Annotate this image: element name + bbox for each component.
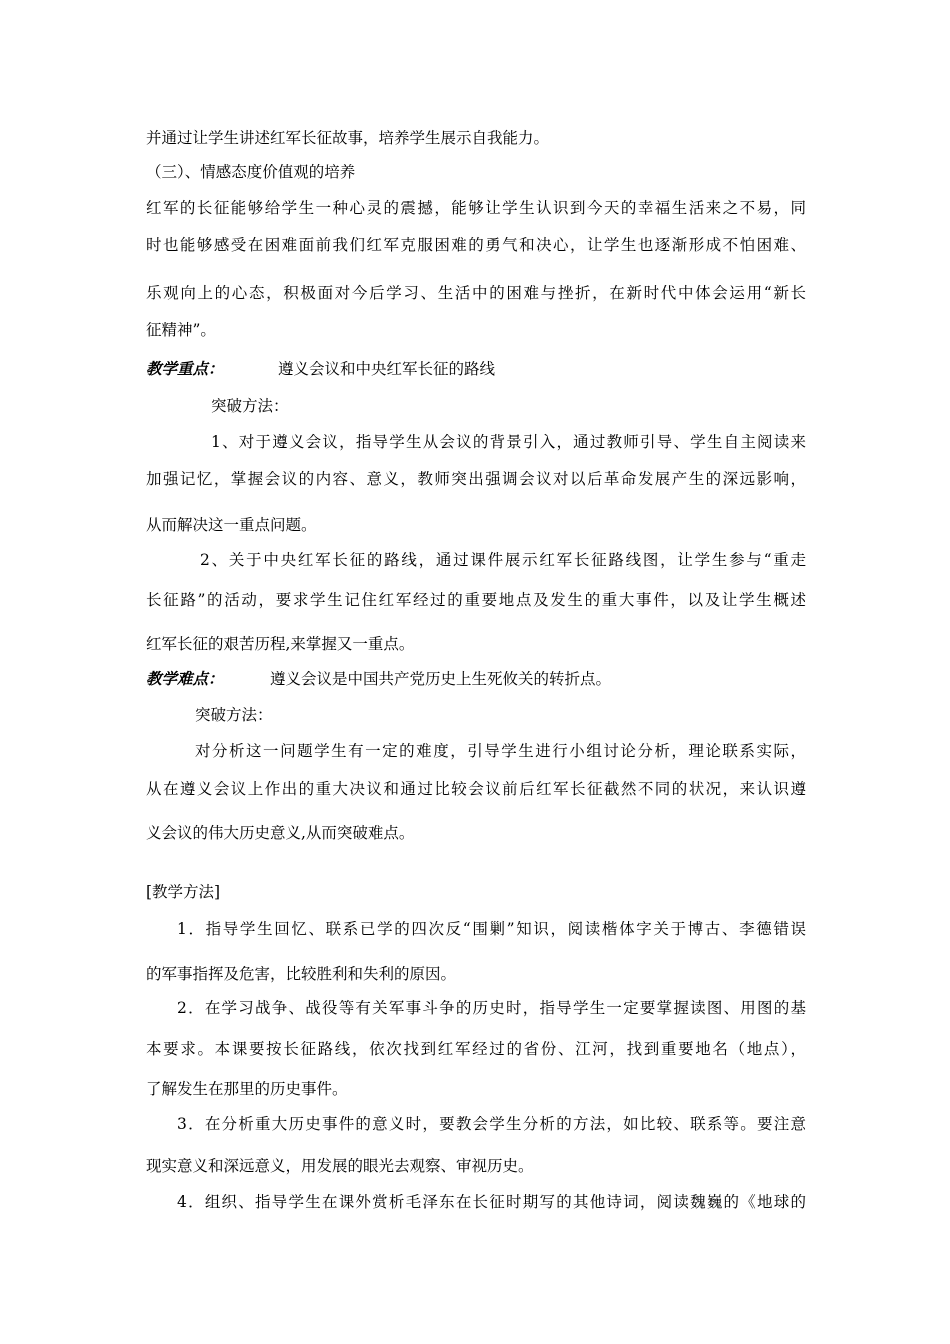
text-line: 现实意义和深远意义，用发展的眼光去观察、审视历史。 (146, 1157, 534, 1175)
text-line: 征精神”。 (146, 321, 216, 339)
text-line: 4．组织、指导学生在课外赏析毛泽东在长征时期写的其他诗词，阅读魏巍的《地球的 (177, 1193, 806, 1211)
section-heading: （三）、情感态度价值观的培养 (146, 163, 356, 181)
teaching-focus-text: 遵义会议和中央红军长征的路线 (278, 360, 496, 378)
text-line: 3．在分析重大历史事件的意义时，要教会学生分析的方法，如比较、联系等。要注意 (177, 1115, 806, 1133)
text-line: 乐观向上的心态，积极面对今后学习、生活中的困难与挫折，在新时代中体会运用“新长 (146, 284, 806, 302)
teaching-difficulty-label: 教学难点： (146, 669, 224, 688)
text-line: 从而解决这一重点问题。 (146, 516, 317, 534)
text-line: 1、对于遵义会议，指导学生从会议的背景引入，通过教师引导、学生自主阅读来 (211, 433, 806, 451)
text-line: 红军长征的艰苦历程,来掌握又一重点。 (146, 635, 415, 653)
text-line: 的军事指挥及危害，比较胜利和失利的原因。 (146, 965, 457, 983)
text-line: 2、关于中央红军长征的路线，通过课件展示红军长征路线图，让学生参与“重走 (200, 551, 806, 569)
text-line: 长征路”的活动，要求学生记住红军经过的重要地点及发生的重大事件，以及让学生概述 (146, 591, 806, 609)
text-line: 从在遵义会议上作出的重大决议和通过比较会议前后红军长征截然不同的状况，来认识遵 (146, 780, 806, 798)
text-line: 对分析这一问题学生有一定的难度，引导学生进行小组讨论分析，理论联系实际， (195, 742, 806, 760)
text-line: 时也能够感受在困难面前我们红军克服困难的勇气和决心，让学生也逐渐形成不怕困难、 (146, 236, 806, 254)
text-line: 红军的长征能够给学生一种心灵的震撼，能够让学生认识到今天的幸福生活来之不易，同 (146, 199, 806, 217)
text-line: 1．指导学生回忆、联系已学的四次反“围剿”知识，阅读楷体字关于博古、李德错误 (177, 920, 806, 938)
text-line: 突破方法： (195, 706, 273, 724)
teaching-difficulty-text: 遵义会议是中国共产党历史上生死攸关的转折点。 (270, 670, 612, 688)
text-line: 本要求。本课要按长征路线，依次找到红军经过的省份、江河，找到重要地名（地点）， (146, 1040, 806, 1058)
text-line: 2．在学习战争、战役等有关军事斗争的历史时，指导学生一定要掌握读图、用图的基 (177, 999, 806, 1017)
text-line: 了解发生在那里的历史事件。 (146, 1080, 348, 1098)
text-line: 义会议的伟大历史意义,从而突破难点。 (146, 824, 415, 842)
text-line: 突破方法： (211, 397, 289, 415)
text-line: 并通过让学生讲述红军长征故事，培养学生展示自我能力。 (146, 129, 550, 147)
section-heading: [教学方法] (146, 883, 221, 901)
text-line: 加强记忆，掌握会议的内容、意义，教师突出强调会议对以后革命发展产生的深远影响， (146, 470, 806, 488)
teaching-focus-label: 教学重点： (146, 359, 224, 378)
